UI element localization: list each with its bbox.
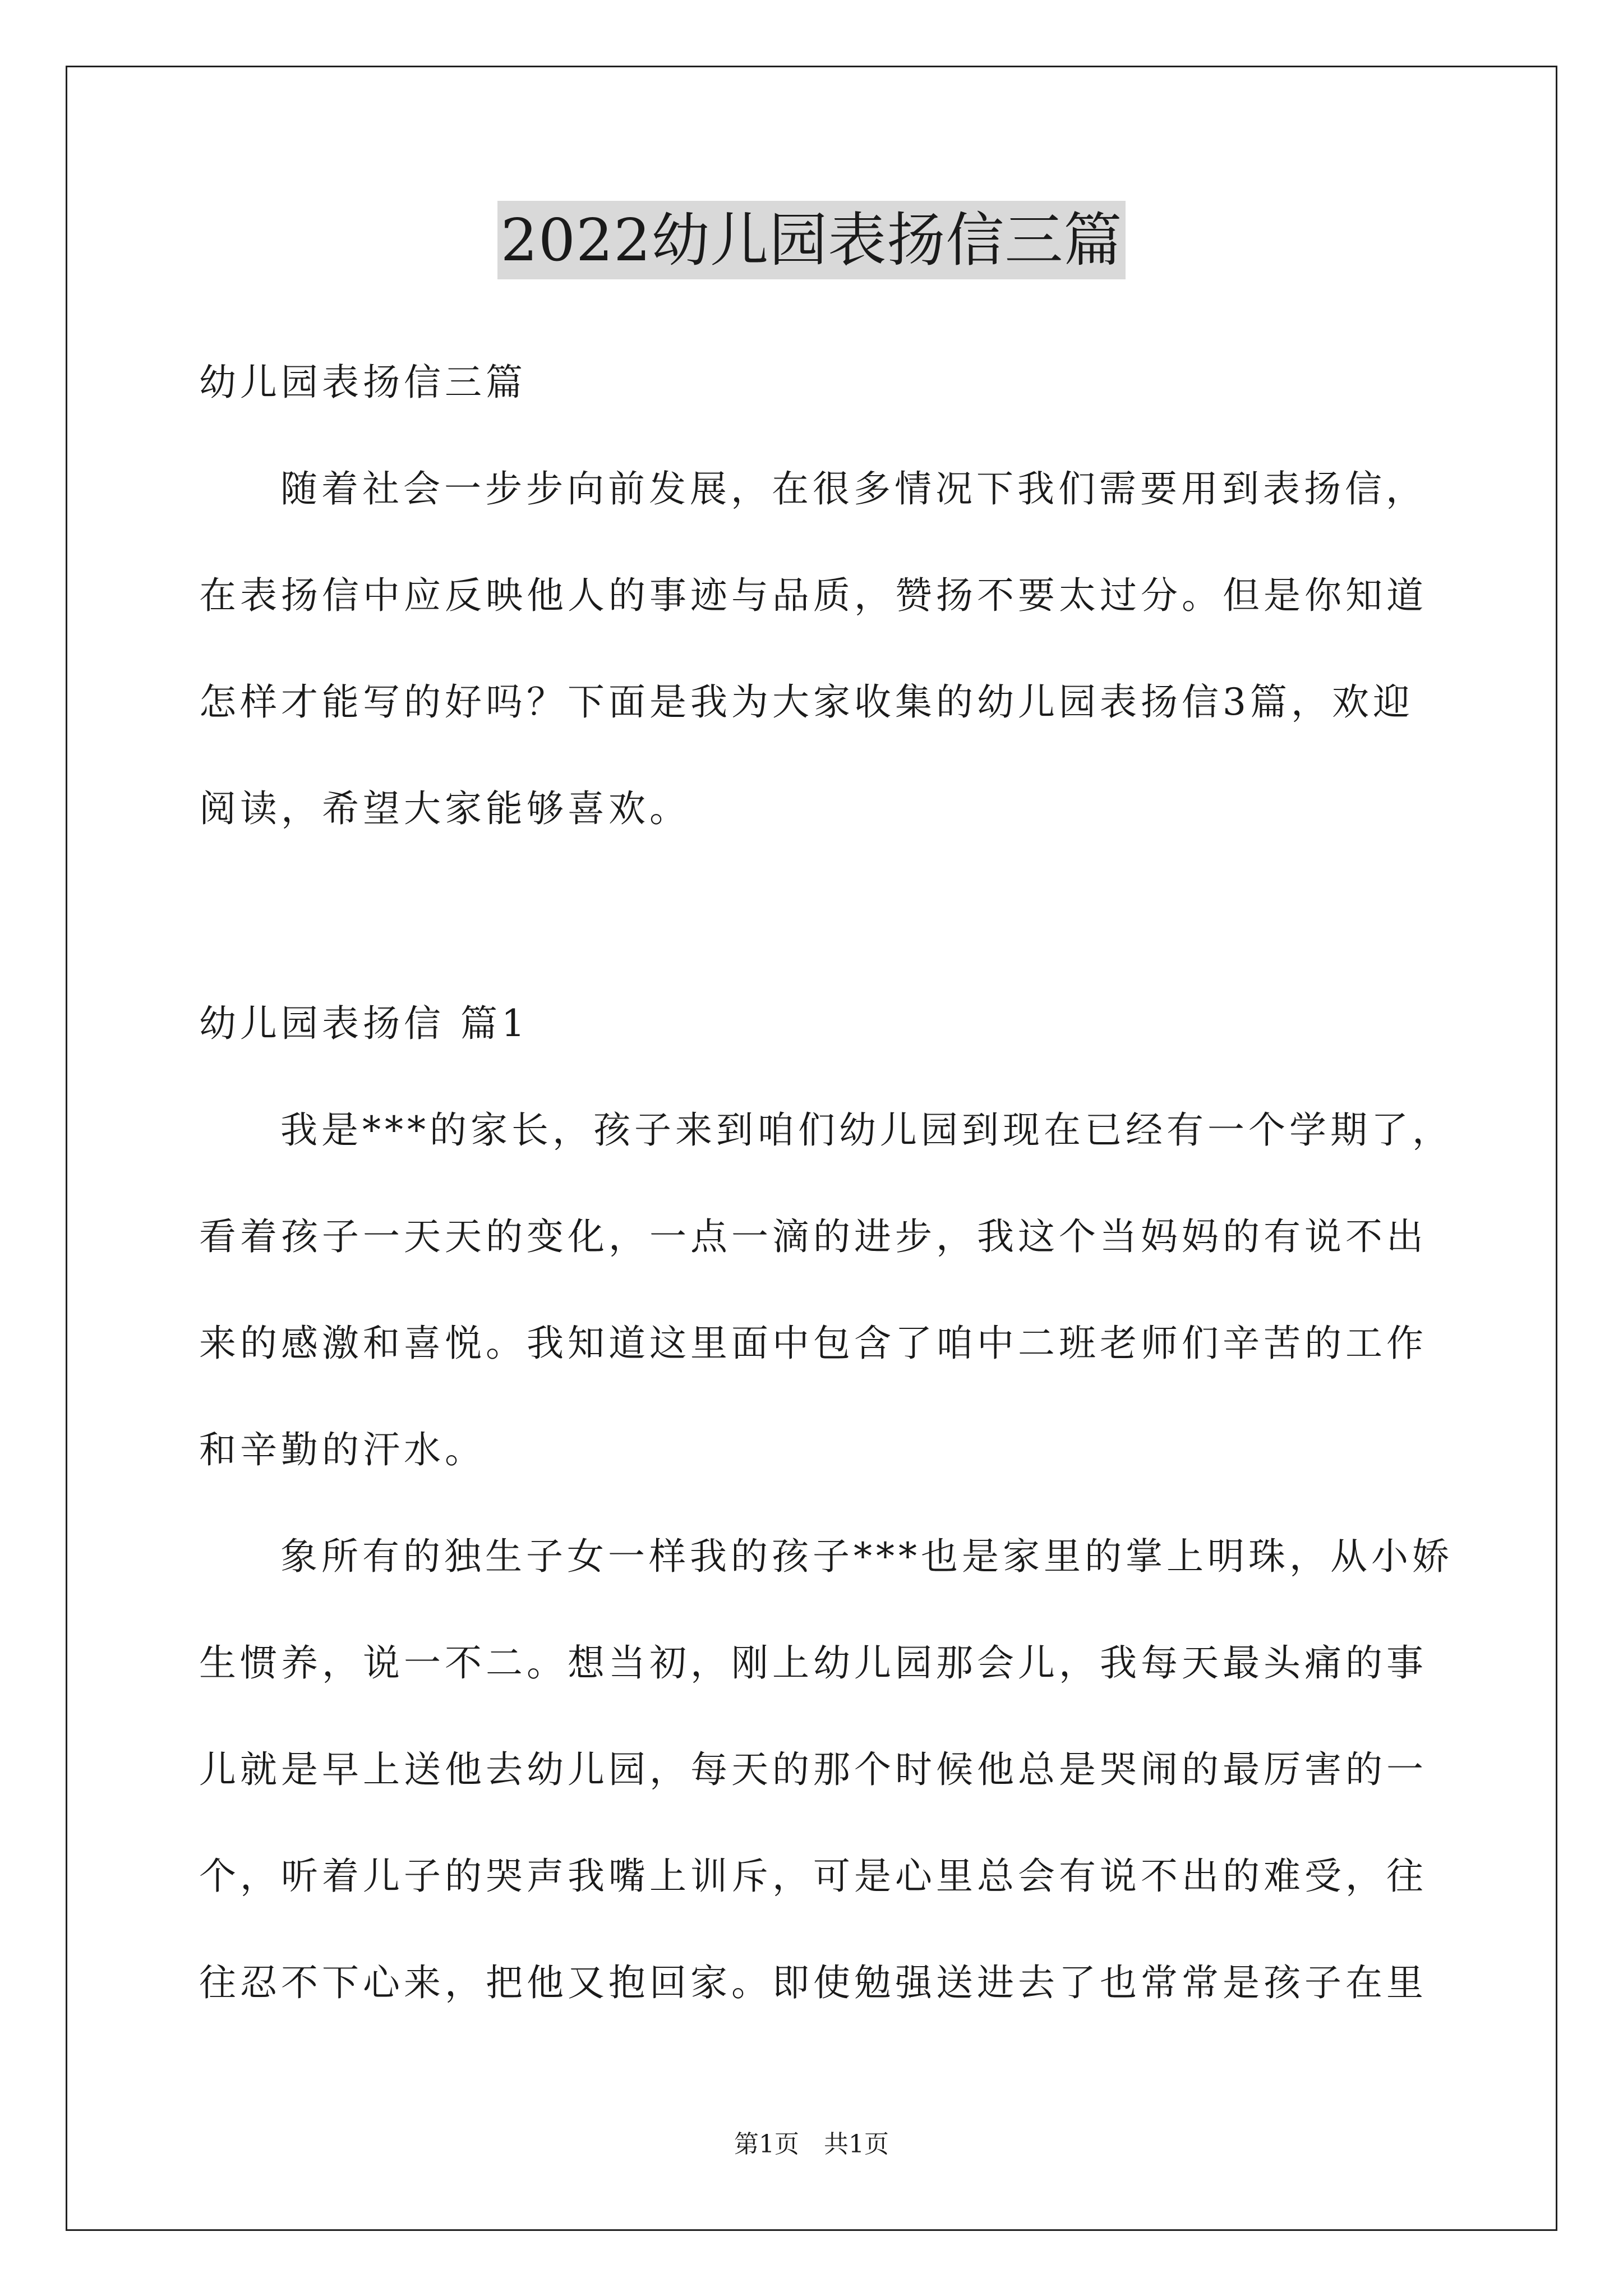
intro-line-2: 在表扬信中应反映他人的事迹与品质，赞扬不要太过分。但是你知道 (199, 574, 1427, 617)
section1-heading: 幼儿园表扬信 篇1 (199, 1002, 529, 1045)
para1-line-4: 和辛勤的汗水。 (199, 1428, 486, 1471)
para2-line-5: 往忍不下心来，把他又抱回家。即使勉强送进去了也常常是孩子在里 (199, 1961, 1427, 2004)
para1-line-2: 看着孩子一天天的变化，一点一滴的进步，我这个当妈妈的有说不出 (199, 1215, 1427, 1258)
document-title: 2022幼儿园表扬信三篇 (497, 201, 1126, 279)
para2-line-2: 生惯养，说一不二。想当初，刚上幼儿园那会儿，我每天最头痛的事 (199, 1641, 1427, 1685)
para1-line-1: 我是***的家长，孩子来到咱们幼儿园到现在已经有一个学期了， (280, 1108, 1453, 1152)
page-footer: 第1页 共1页 (734, 2130, 889, 2159)
para2-line-3: 儿就是早上送他去幼儿园，每天的那个时候他总是哭闹的最厉害的一 (199, 1748, 1427, 1791)
para2-line-1: 象所有的独生子女一样我的孩子***也是家里的掌上明珠，从小娇 (280, 1535, 1453, 1578)
document-subtitle: 幼儿园表扬信三篇 (199, 361, 527, 404)
para2-line-4: 个，听着儿子的哭声我嘴上训斥，可是心里总会有说不出的难受，往 (199, 1855, 1427, 1898)
para1-line-3: 来的感激和喜悦。我知道这里面中包含了咱中二班老师们辛苦的工作 (199, 1322, 1427, 1365)
intro-line-4: 阅读，希望大家能够喜欢。 (199, 787, 690, 830)
intro-line-1: 随着社会一步步向前发展，在很多情况下我们需要用到表扬信， (280, 467, 1427, 510)
intro-line-3: 怎样才能写的好吗？下面是我为大家收集的幼儿园表扬信3篇，欢迎 (199, 680, 1414, 724)
title-wrap (0, 201, 1623, 279)
